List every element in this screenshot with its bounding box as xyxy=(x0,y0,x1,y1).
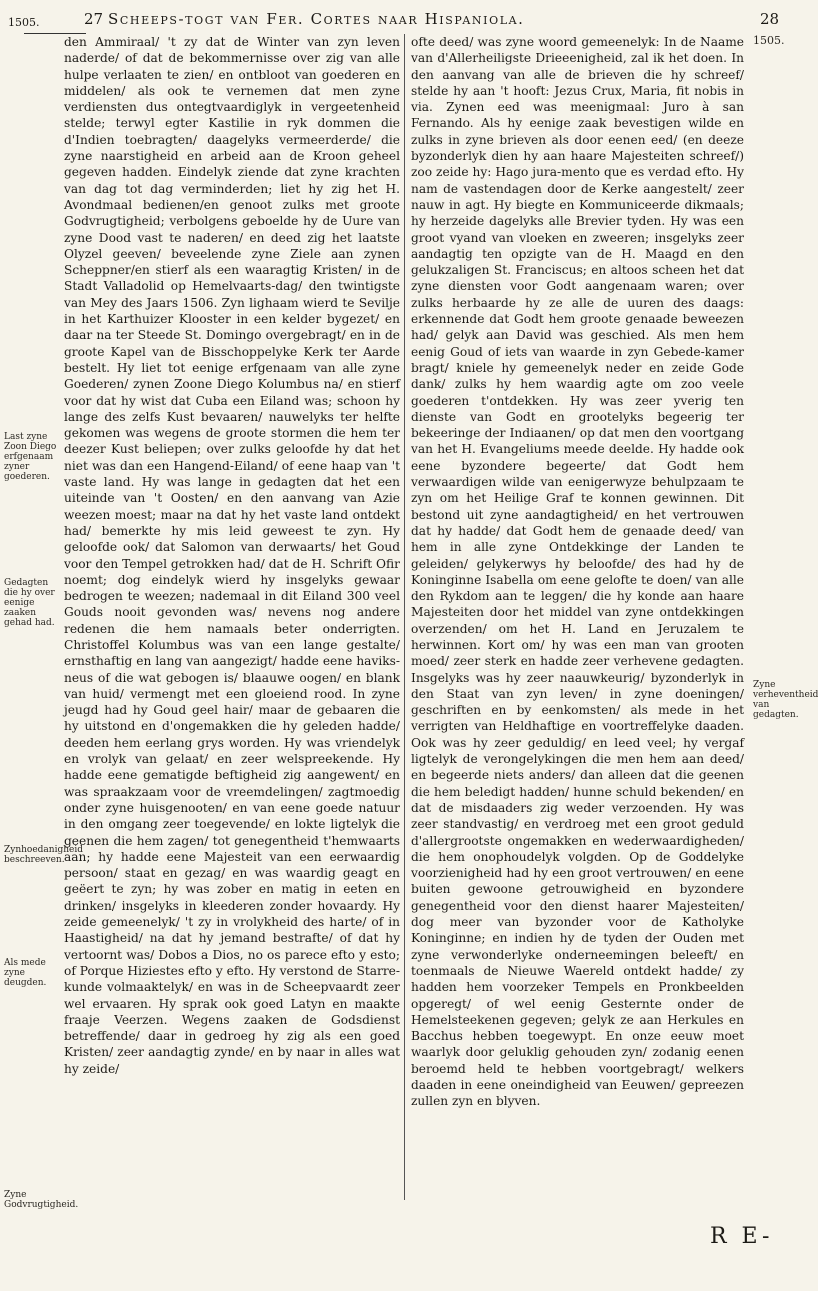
margin-year-right: 1505. xyxy=(753,34,785,47)
margin-note-left: Als mede zyne deugden. xyxy=(4,958,47,988)
left-column-text: den Ammiraal/ 't zy dat de Winter van zyn leven naderde/ of dat de bekommernisse over zig van alle hulpe verlaaten te zien/ en ontbloot van goederen en middelen/ als ook te vernemen dat men zyne verdiensten dus ontegtvaardiglyk in vergeetenheid stelde; terwyl egter Kastilie in ryk dommen die d'Indien toebragten/ daagelyks vermeerderde/ die zyne naarstigheid en arbeid aan de Kroon geheel gegeven hadden. Eindelyk ziende dat zyne krachten van dag tot dag verminderden; liet hy zig het H. Avondmaal bedienen/en genoot zulks met groote Godvrugtigheid; verbolgens geboelde hy de Uure van zyne Dood vast te naderen/ en deed zig het laatste Olyzel geeven/ beveelende zyne Ziele aan zynen Scheppner/en stierf als een waaragtig Kristen/ in de Stadt Valladolid op Hemelvaarts-dag/ den twintigste van Mey des Jaars 1506. Zyn lighaam wierd te Sevilje in het Karthuizer Klooster in een kelder bygezet/ en daar na ter Steede St. Domingo overgebragt/ en in de groote Kapel van de Bisschoppelyke Kerk ter Aarde bestelt. Hy liet tot eenige erfgenaam van alle zyne Goederen/ zynen Zoone Diego Kolumbus na/ en stierf voor dat hy wist dat Cuba een Eiland was; schoon hy lange des zelfs Kust bevaaren/ nauwelyks ter helfte gekomen was wegens de groote stormen die hem ter deezer Kust beliepen; over zulks geloofde hy dat het niet was dan een Hangend-Eiland/ of eene haap van 't vaste land. Hy was lange in gedagten dat het een uiteinde van 't Oosten/ en den aanvang van Azie weezen moest; maar na dat hy het vaste land ontdekt had/ bemerkte hy mis leid geweest te zyn. Hy geloofde ook/ dat Salomon van derwaarts/ het Goud voor den Tempel getrokken had/ dat de H. Schrift Ofir noemt; dog eindelyk wierd hy insgelyks gewaar bedrogen te weezen; nademaal in dit Eiland 300 veel Gouds nooit gevonden was/ nevens nog andere redenen die hem namaals beter onderrigten. Christoffel Kolumbus was van een lange gestalte/ ernsthaftig en lang van aangezigt/ hadde eene haviks-neus of die wat gebogen is/ blaauwe oogen/ en blank van huid/ vermengt met een gloeiend rood. In zyne jeugd had hy Goud geel hair/ maar de gebaaren die hy uitstond en d'ongemakken die hy geleden hadde/ deeden hem eerlang grys worden. Hy was vriendelyk en vrolyk van gelaat/ en zeer welspreekende. Hy hadde eene gematigde beftigheid zig aangewent/ en was spraakzaam voor de vreemdelingen/ zagtmoedig onder zyne huisgenooten/ en van eene goede natuur in den omgang zeer toegevende/ en lokte ligtelyk die geenen die hem zagen/ tot genegentheid t'hemwaarts aan; hy hadde eene Majesteit van een eerwaardig persoon/ staat en gezag/ en was waardig geagt en geëert te zyn; hy was zober en matig in eeten en drinken/ insgelyks in kleederen zonder hovaardy. Hy zeide gemeenelyk/ 't zy in vrolykheid des harte/ of in Haastigheid/ na dat hy jemand bestrafte/ of dat hy vertoornt was/ Dobos a Dios, no os parece efto y esto; of Porque Hiziestes efto y efto. Hy verstond de Starre-kunde volmaaktelyk/ en was in de Scheepvaardt zeer wel ervaaren. Hy sprak ook goed Latyn en maakte fraaje Veerzen. Wegens zaaken de Godsdienst betreffende/ daar in gedroeg hy zig als een goed Kristen/ zeer aandagtig zynde/ en by naar in alles wat hy zeide/ xyxy=(64,35,400,1076)
margin-note-left: Gedagten die hy over eenige zaaken gehad had. xyxy=(4,578,55,628)
page-header xyxy=(0,6,800,32)
margin-note-left: Last zyne Zoon Diego erfgenaam zyner goederen. xyxy=(4,432,57,482)
margin-note-left: Zynhoedanigheid beschreeven. xyxy=(4,845,84,865)
folio-number: 28 xyxy=(760,10,780,28)
margin-note-right: Zyne verheventheid van gedagten. xyxy=(753,680,818,720)
right-text-column xyxy=(411,34,744,1110)
column-divider xyxy=(404,34,405,1200)
margin-note-left: Zyne Godvrugtigheid. xyxy=(4,1190,79,1210)
running-title: Scheeps-togt van Fer. Cortes naar Hispaniola. xyxy=(108,10,525,28)
page-number: 27 xyxy=(84,10,104,28)
catchword: R E- xyxy=(710,1224,774,1249)
right-column-text: ofte deed/ was zyne woord gemeenelyk: In de Naame van d'Allerheiligste Drieeenigheid, zal ik het doen. In den aanvang van alle de brieven die hy schreef/ stelde hy aan 't hooft: Jezus Crux, Maria, fit nobis in via. Zynen eed was meenigmaal: Juro à san Fernando. Als hy eenige zaak bevestigen wilde en zulks in zyne brieven als door eenen eed/ (en deeze byzonderlyk dien hy aan haare Majesteiten schreef/) zoo zeide hy: Hago jura-mento que es verdad efto. Hy nam de vastendagen door de Kerke aangestelt/ zeer nauw in agt. Hy biegte en Kommuniceerde dikmaals; hy herzeide dagelyks alle Brevier tyden. Hy was een groot vyand van vloeken en zweeren; insgelyks zeer aandagtig ten opzigte van de H. Maagd en den gelukzaligen St. Franciscus; en altoos scheen het dat zyne diensten voor Godt aangenaam waren; over zulks herbaarde hy ze alle de uuren des daags: erkennende dat Godt hem groote genaade beweezen had/ gelyk aan David was geschied. Als men hem eenig Goud of iets van waarde in zyn Gebede-kamer bragt/ kniele hy gemeenelyk neder en zeide Gode dank/ zulks hy hem waardig agte om zoo veele goederen t'ontdekken. Hy was zeer yverig ten dienste van Godt en grootelyks begeerig ter bekeeringe der Indiaanen/ op dat men den voortgang van het H. Evangeliums meede deelde. Hy hadde ook eene byzondere begeerte/ dat Godt hem verwaardigen wilde van eenigerwyze behulpzaam te zyn om het Heilige Graf te konnen gewinnen. Dit bestond uit zyne aandagtigheid/ en het vertrouwen dat hy hadde/ dat Godt hem de genaade deed/ van hem in alle zyne Ontdekkinge der Landen te geleiden/ gelykerwys hy beloofde/ des had hy de Koninginne Isabella om eene gelofte te doen/ van alle den Rykdom aan te leggen/ die hy konde aan haare Majesteiten door het middel van zyne ontdekkingen overzenden/ om het H. Land en Jeruzalem te herwinnen. Kort om/ hy was een man van grooten moed/ zeer sterk en hadde zeer verhevene gedagten. Insgelyks was hy zeer naauwkeurig/ byzonderlyk in den Staat van zyn leven/ in zyne doeningen/ geschriften en by eenkomsten/ als mede in het verrigten van Heldhaftige en voortreffelyke daaden. Ook was hy zeer geduldig/ en leed veel; hy vergaf ligtelyk de verongelykingen die men hem aan deed/ en begeerde niets anders/ dan alleen dat die geenen die hem beledigt hadden/ hunne schuld bekenden/ en dat de misdaaders zig weder verzoenden. Hy was zeer standvastig/ en verdroeg met een groot geduld d'allergrootste ongemakken en wederwaardigheden/ die hem onophoudelyk volgden. Op de Goddelyke voorzienigheid had hy een groot vertrouwen/ en eene buiten gewoone getrouwigheid en byzondere genegentheid voor den dienst haarer Majesteiten/ dog meer van byzonder voor de Katholyke Koninginne; en indien hy de tyden der Ouden met zyne verwonderlyke onderneemingen beleeft/ en toenmaals de Nieuwe Waereld ontdekt hadde/ zy hadden hem voorzeker Tempels en Pronkbeelden opgeregt/ of wel eenig Gesternte onder de Hemelsteekenen gegeven; gelyk ze aan Herkules en Bacchus hebben toegewypt. En onze eeuw moet waarlyk door geluklig gehouden zyn/ zodanig eenen beroemd held te hebben voortgebragt/ welkers daaden in eene oneindigheid van Eeuwen/ gepreezen zullen zyn en blyven. xyxy=(411,35,744,1109)
header-year-left: 1505. xyxy=(8,16,40,29)
left-text-column xyxy=(64,34,400,1077)
